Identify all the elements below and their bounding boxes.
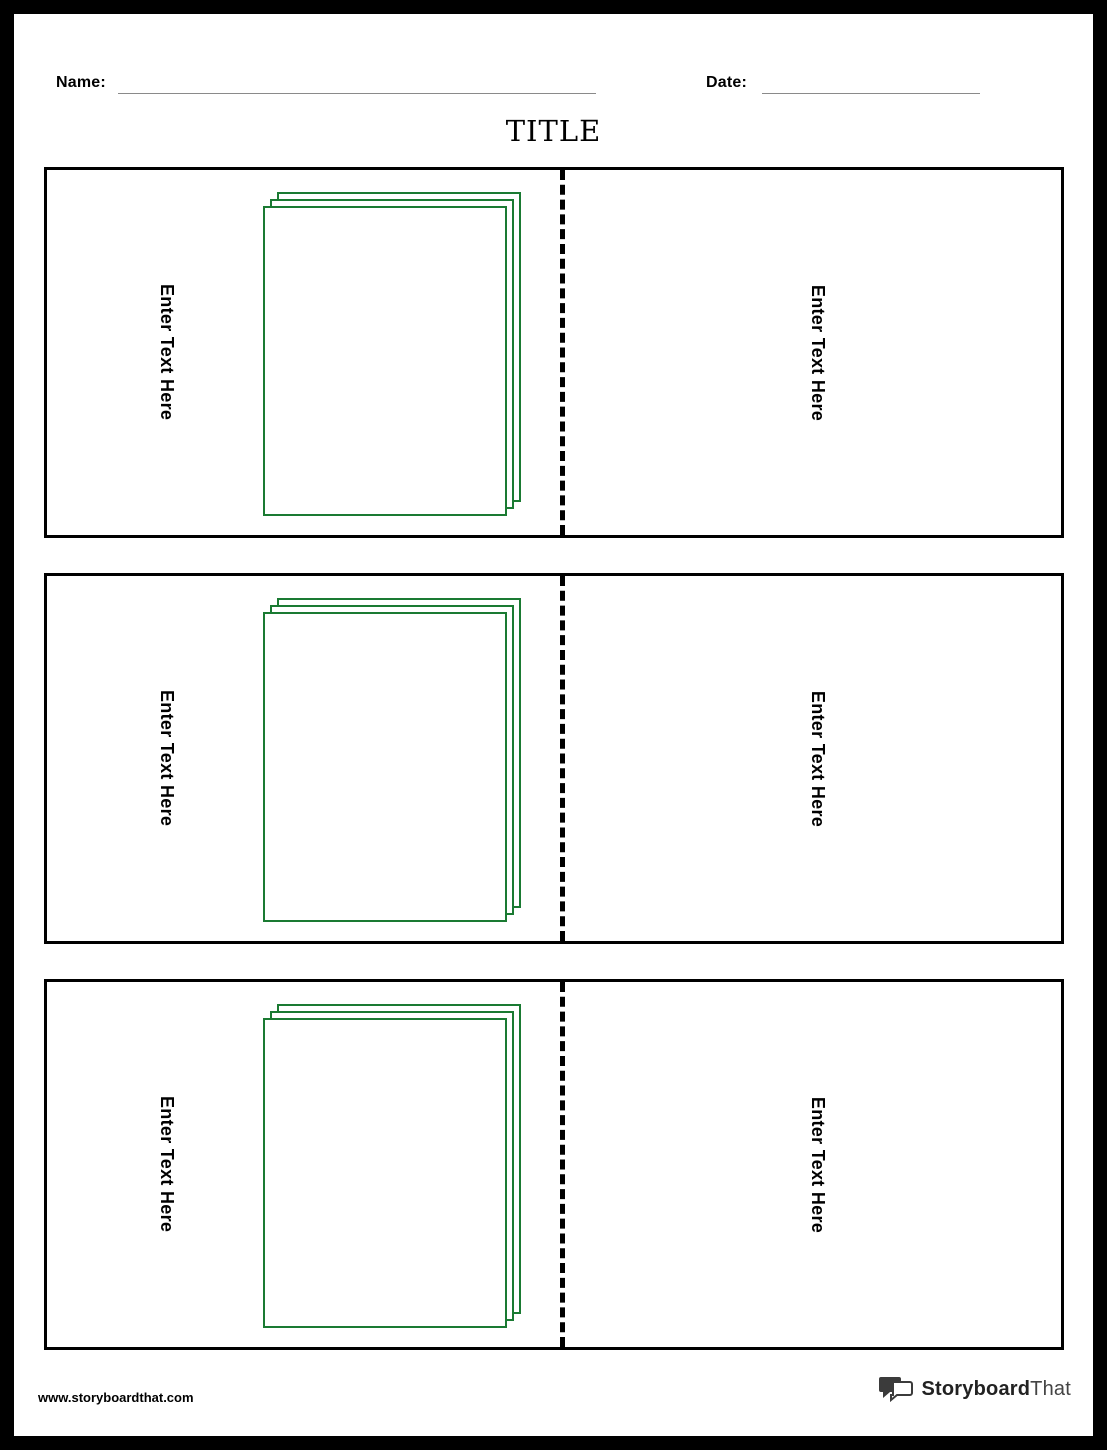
panel-2-image-placeholder[interactable] [263,598,533,926]
panel-1-left-text[interactable]: Enter Text Here [156,284,177,421]
worksheet-page [14,14,1093,1436]
panel-row-3 [44,979,1064,1350]
brand-text [921,1378,1071,1401]
frame-front-icon [263,612,507,922]
panel-3-left-text[interactable]: Enter Text Here [156,1096,177,1233]
panel-row-1 [44,167,1064,538]
brand-logo[interactable] [879,1376,1071,1402]
brand-text-second: That [1030,1377,1071,1400]
panel-1-fold-line [560,170,565,535]
panel-3-image-placeholder[interactable] [263,1004,533,1332]
panel-3-right-text[interactable]: Enter Text Here [808,1096,828,1233]
date-label: Date: [706,74,748,91]
worksheet-header [14,14,1093,92]
footer-url[interactable]: www.storyboardthat.com [38,1390,194,1405]
panel-3-fold-line [560,982,565,1347]
name-label: Name: [56,74,106,91]
panel-2-right-text[interactable]: Enter Text Here [808,690,828,827]
panel-2-left-text[interactable]: Enter Text Here [156,690,177,827]
panel-row-2 [44,573,1064,944]
speech-bubble-icon [879,1376,913,1402]
date-input-line[interactable] [762,93,980,94]
frame-front-icon [263,1018,507,1328]
brand-text-first: Storyboard [921,1377,1031,1400]
frame-front-icon [263,206,507,516]
page-title[interactable]: TITLE [505,114,602,148]
panel-2-fold-line [560,576,565,941]
panel-1-image-placeholder[interactable] [263,192,533,520]
name-input-line[interactable] [118,93,596,94]
panel-1-right-text[interactable]: Enter Text Here [808,284,828,421]
